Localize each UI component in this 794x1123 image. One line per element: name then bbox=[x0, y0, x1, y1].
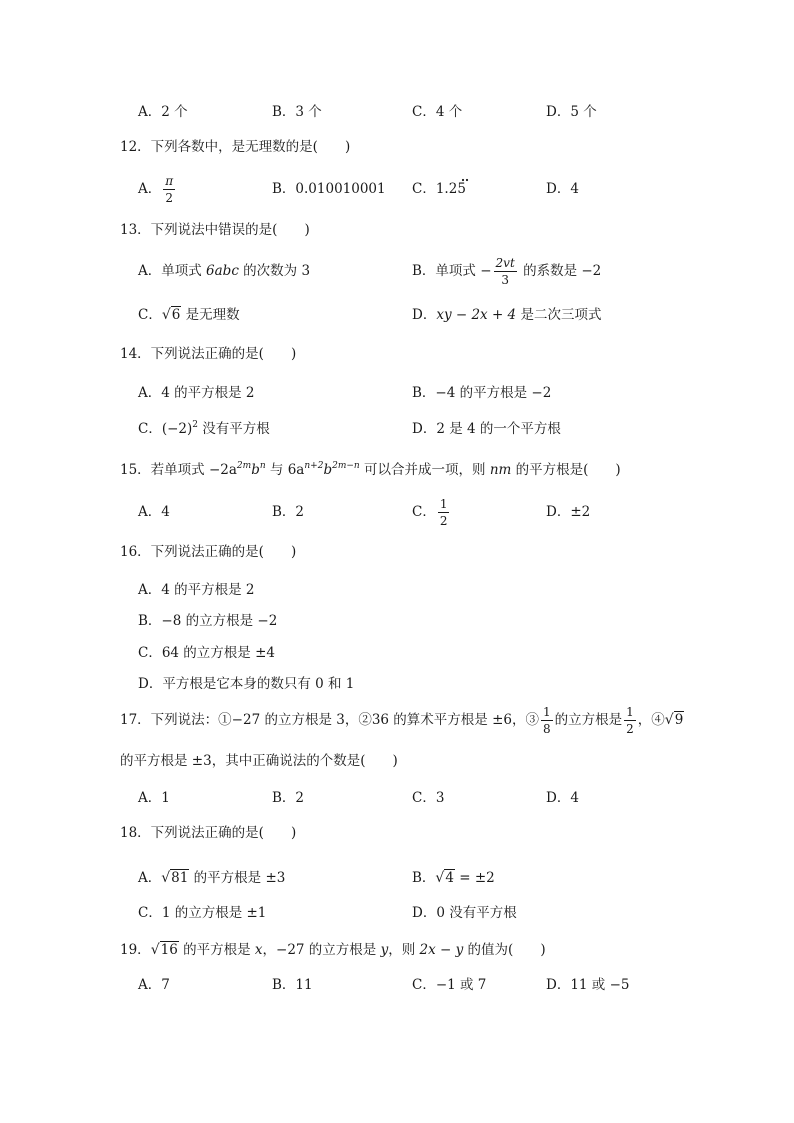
q14-c-exponent: 2 bbox=[192, 420, 198, 430]
q15-exp: 2m bbox=[236, 461, 252, 471]
q17-stem-row1 bbox=[0, 702, 794, 738]
q19-option-a: A．7 bbox=[138, 977, 170, 993]
q16-option-a-row bbox=[0, 576, 794, 604]
q15-options bbox=[0, 497, 794, 527]
q13-a-label: A．单项式 bbox=[138, 263, 207, 279]
q19-option-d: D．11 或 −5 bbox=[546, 977, 630, 993]
q18-b-tail: = ±2 bbox=[454, 870, 495, 886]
q11-option-d: D．5 个 bbox=[546, 104, 597, 120]
q13-c-sqrt bbox=[162, 301, 182, 329]
q18-options-row1 bbox=[0, 864, 794, 892]
q15-c-label: C． bbox=[412, 504, 436, 520]
q12-a-fraction bbox=[163, 175, 175, 204]
q16-option-a: A．4 的平方根是 2 bbox=[138, 582, 255, 598]
q16-stem: 16．下列说法正确的是( ) bbox=[120, 544, 297, 560]
q16-option-c: C．64 的立方根是 ±4 bbox=[138, 645, 275, 661]
q12-a-label: A． bbox=[138, 181, 162, 197]
q17-f1-numerator: 1 bbox=[543, 705, 551, 719]
q18-stem-row bbox=[0, 819, 794, 847]
q18-a-tail: 的平方根是 ±3 bbox=[189, 870, 286, 886]
q17-stem bbox=[120, 702, 684, 738]
q14-c-tail: 没有平方根 bbox=[198, 421, 270, 437]
q15-stem-part: 15．若单项式 −2a bbox=[120, 462, 237, 478]
q11-option-b: B．3 个 bbox=[272, 104, 322, 120]
q15-stem-part: 与 6a bbox=[265, 462, 305, 478]
q19-option-c: C．−1 或 7 bbox=[412, 977, 487, 993]
q17-sqrt bbox=[665, 702, 685, 738]
q17-option-b: B．2 bbox=[272, 790, 305, 806]
q18-b-label: B． bbox=[412, 870, 436, 886]
q15-option-b: B．2 bbox=[272, 504, 305, 520]
q14-option-d: D．2 是 4 的一个平方根 bbox=[412, 421, 561, 437]
q14-options-row1 bbox=[0, 379, 794, 407]
sqrt-icon: √ bbox=[161, 870, 171, 886]
q17-stem-part: 17．下列说法：①−27 的立方根是 3，②36 的算术平方根是 ±6，③ bbox=[120, 712, 540, 728]
q19-stem-part: 19． bbox=[120, 942, 151, 958]
q19-var-y: y bbox=[380, 942, 389, 958]
q19-stem-part: 的值为( ) bbox=[463, 942, 546, 958]
q19-radicand: 16 bbox=[160, 942, 178, 958]
q17-option-c: C．3 bbox=[412, 790, 445, 806]
q12-option-c bbox=[412, 174, 472, 204]
q13-c-tail: 是无理数 bbox=[181, 307, 240, 323]
q15-exp: n+2 bbox=[304, 461, 324, 471]
q18-a-label: A． bbox=[138, 870, 162, 886]
q11-options bbox=[0, 98, 794, 126]
q13-b-numerator: 2vt bbox=[495, 256, 515, 270]
q17-fraction-2 bbox=[624, 706, 636, 735]
q19-stem-part: 的平方根是 bbox=[178, 942, 255, 958]
q15-c-denominator: 2 bbox=[439, 514, 448, 528]
q19-var-x: x bbox=[254, 942, 263, 958]
q14-options-row2 bbox=[0, 415, 794, 443]
q15-option-a: A．4 bbox=[138, 504, 170, 520]
q17-option-a: A．1 bbox=[138, 790, 170, 806]
q18-options-row2 bbox=[0, 899, 794, 927]
q17-option-d: D．4 bbox=[546, 790, 579, 806]
q15-option-c bbox=[412, 497, 451, 527]
q12-stem: 12．下列各数中，是无理数的是( ) bbox=[120, 139, 351, 155]
q16-option-d: D．平方根是它本身的数只有 0 和 1 bbox=[138, 676, 355, 692]
q13-b-label: B．单项式 − bbox=[412, 263, 492, 279]
q16-option-c-row bbox=[0, 639, 794, 667]
q14-c-label: C．(−2) bbox=[138, 421, 193, 437]
q18-b-sqrt bbox=[435, 864, 455, 892]
sqrt-icon: √ bbox=[161, 307, 171, 323]
q15-exp: 2m−n bbox=[332, 461, 360, 471]
q19-stem-row bbox=[0, 936, 794, 964]
q19-stem-part: ，则 bbox=[388, 942, 420, 958]
q13-d-label: D． bbox=[412, 307, 437, 323]
q18-a-radicand: 81 bbox=[171, 870, 189, 886]
q13-option-a bbox=[138, 255, 310, 287]
q18-option-c: C．1 的立方根是 ±1 bbox=[138, 905, 267, 921]
q18-b-radicand: 4 bbox=[445, 870, 454, 886]
q13-a-tail: 的次数为 3 bbox=[238, 263, 311, 279]
q16-option-b-row bbox=[0, 607, 794, 635]
q15-stem bbox=[120, 456, 621, 484]
q13-c-label: C． bbox=[138, 307, 162, 323]
q14-stem: 14．下列说法正确的是( ) bbox=[120, 346, 297, 362]
q17-options bbox=[0, 784, 794, 812]
repeating-dots-icon bbox=[466, 183, 472, 193]
q18-option-b bbox=[412, 864, 495, 892]
q14-option-a: A．4 的平方根是 2 bbox=[138, 385, 255, 401]
q13-option-b bbox=[412, 255, 601, 287]
q18-a-sqrt bbox=[161, 864, 189, 892]
q18-option-d: D．0 没有平方根 bbox=[412, 905, 517, 921]
q19-expression: 2x − y bbox=[419, 942, 464, 958]
q11-option-c: C．4 个 bbox=[412, 104, 463, 120]
q12-options bbox=[0, 174, 794, 204]
q12-a-denominator: 2 bbox=[165, 191, 174, 205]
q11-option-a: A．2 个 bbox=[138, 104, 188, 120]
q12-option-a bbox=[138, 174, 177, 204]
q12-stem-row bbox=[0, 133, 794, 161]
q15-c-numerator: 1 bbox=[439, 497, 448, 511]
q17-stem-part: ，④ bbox=[637, 712, 665, 728]
q19-option-b: B．11 bbox=[272, 977, 313, 993]
q13-b-fraction bbox=[494, 257, 517, 286]
q13-d-tail: 是二次三项式 bbox=[516, 307, 602, 323]
q15-c-fraction bbox=[438, 498, 450, 527]
q18-option-a bbox=[138, 864, 285, 892]
q17-radicand: 9 bbox=[674, 712, 684, 728]
q15-stem-part: 的平方根是( ) bbox=[511, 462, 621, 478]
q19-options bbox=[0, 971, 794, 999]
q15-exp: n bbox=[259, 461, 266, 471]
q14-option-c bbox=[138, 415, 270, 443]
q13-stem: 13．下列说法中错误的是( ) bbox=[120, 222, 310, 238]
q13-b-denominator: 3 bbox=[501, 273, 509, 287]
sqrt-icon: √ bbox=[664, 712, 674, 728]
q13-d-math: xy − 2x + 4 bbox=[436, 307, 517, 323]
q17-fraction-1 bbox=[541, 706, 553, 735]
q15-math: nm bbox=[489, 462, 512, 478]
q12-option-d: D．4 bbox=[546, 181, 579, 197]
q13-c-radicand: 6 bbox=[171, 307, 181, 323]
q16-stem-row bbox=[0, 538, 794, 566]
q15-var: b bbox=[323, 462, 333, 478]
q12-c-value: 1.25 bbox=[435, 181, 466, 197]
q17-f2-denominator: 2 bbox=[626, 722, 634, 736]
q15-option-d: D．±2 bbox=[546, 504, 591, 520]
q13-option-c bbox=[138, 301, 240, 329]
q19-stem bbox=[120, 936, 546, 964]
q15-stem-row bbox=[0, 456, 794, 484]
q13-options-row2 bbox=[0, 301, 794, 329]
q17-stem-part: 的立方根是 bbox=[554, 712, 623, 728]
q12-c-label: C． bbox=[412, 181, 436, 197]
q19-stem-part: ，−27 的立方根是 bbox=[262, 942, 381, 958]
q17-stem-row2 bbox=[0, 747, 794, 775]
q13-stem-row bbox=[0, 216, 794, 244]
sqrt-icon: √ bbox=[150, 942, 160, 958]
q13-options-row1 bbox=[0, 255, 794, 287]
q16-option-d-row bbox=[0, 670, 794, 698]
q17-stem-line2: 的平方根是 ±3，其中正确说法的个数是( ) bbox=[120, 753, 398, 769]
q12-option-b: B．0.010010001 bbox=[272, 181, 386, 197]
q17-f1-denominator: 8 bbox=[543, 722, 551, 736]
q17-f2-numerator: 1 bbox=[626, 705, 634, 719]
sqrt-icon: √ bbox=[435, 870, 445, 886]
q13-b-tail: 的系数是 −2 bbox=[518, 263, 602, 279]
q19-sqrt bbox=[151, 936, 179, 964]
q15-var: b bbox=[251, 462, 260, 478]
q13-a-math: 6abc bbox=[206, 263, 239, 279]
q14-option-b: B．−4 的平方根是 −2 bbox=[412, 385, 552, 401]
q14-stem-row bbox=[0, 340, 794, 368]
q16-option-b: B．−8 的立方根是 −2 bbox=[138, 613, 278, 629]
q13-option-d bbox=[412, 301, 601, 329]
q12-a-numerator: π bbox=[165, 174, 174, 188]
q15-stem-part: 可以合并成一项，则 bbox=[359, 462, 490, 478]
q18-stem: 18．下列说法正确的是( ) bbox=[120, 825, 297, 841]
